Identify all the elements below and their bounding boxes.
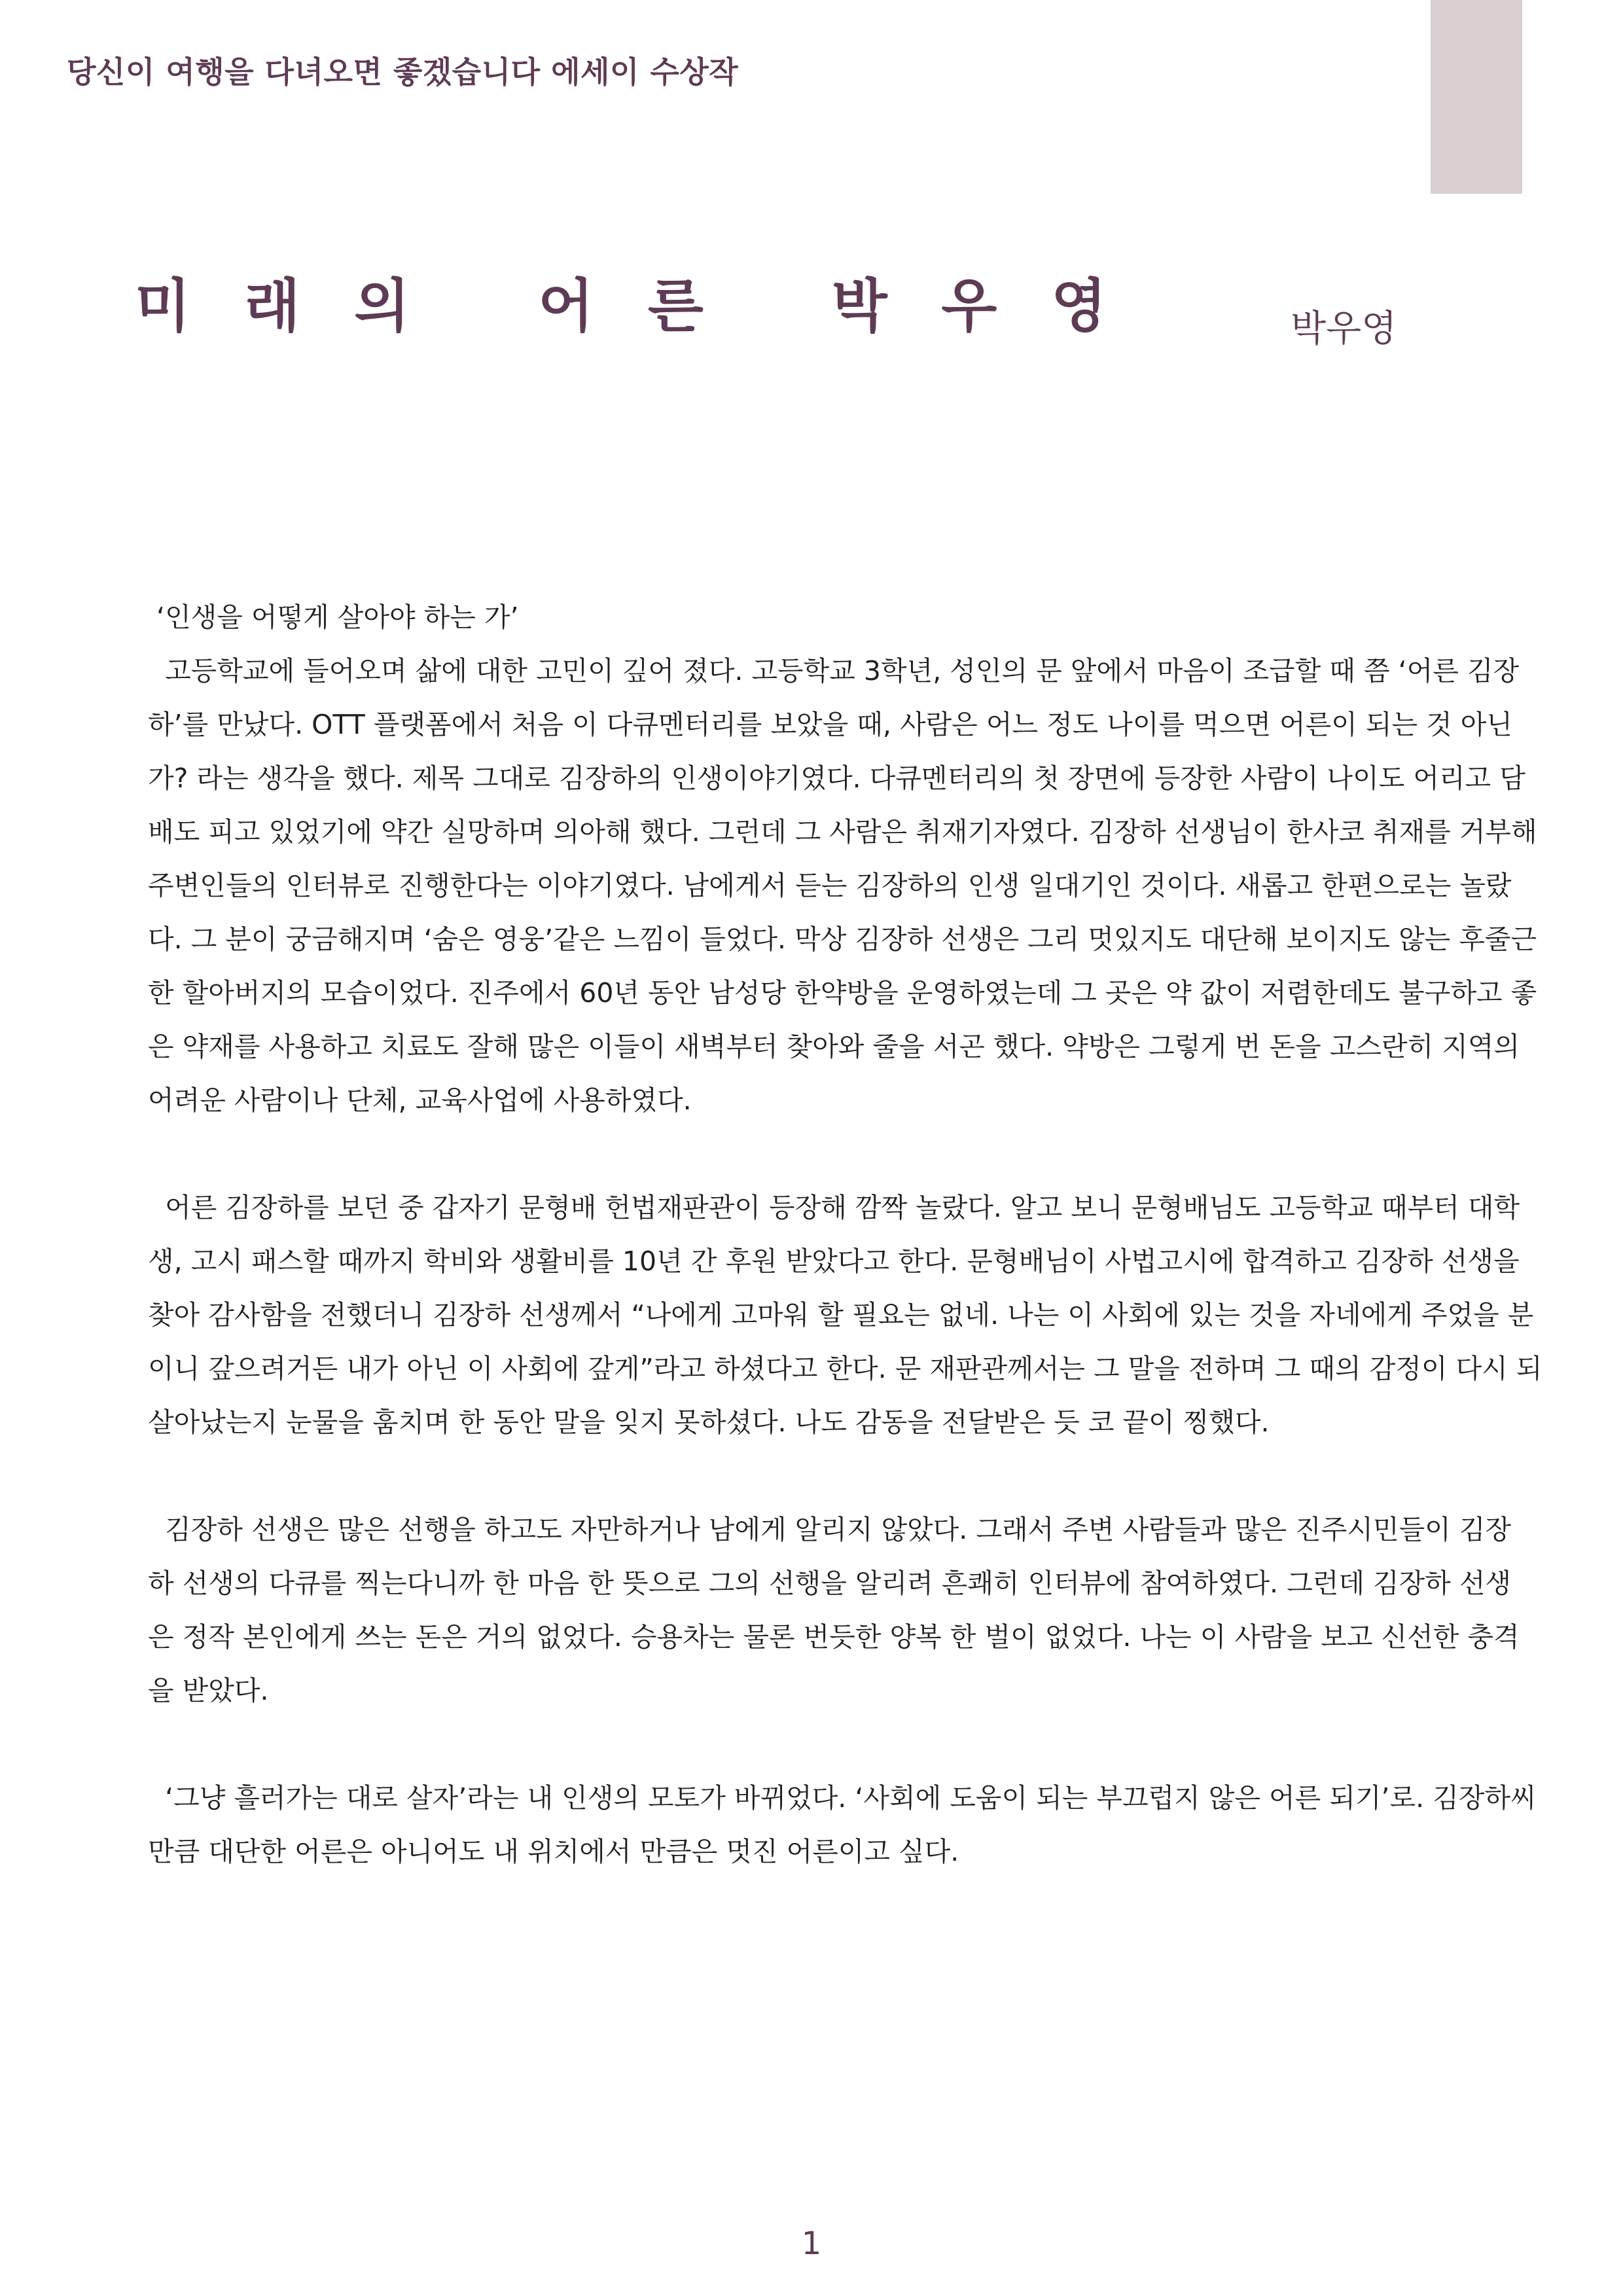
author-name: 박우영	[1291, 308, 1397, 350]
text-line: 어려운 사람이나 단체, 교육사업에 사용하였다.	[148, 1085, 692, 1116]
text-line: 이니 갚으려거든 내가 아닌 이 사회에 갚게”라고 하셨다고 한다. 문 재판관께서는 그 말을 전하며 그 때의 감정이 다시 되	[148, 1353, 1543, 1384]
text-line: 생, 고시 패스할 때까지 학비와 생활비를 10년 간 후원 받았다고 한다. 문형배님이 사법고시에 합격하고 김장하 선생을	[148, 1246, 1520, 1277]
paragraph-4	[148, 1771, 1537, 1878]
text-line: 배도 피고 있었기에 약간 실망하며 의아해 했다. 그런데 그 사람은 취재기자였다. 김장하 선생님이 한사코 취재를 거부해	[148, 816, 1537, 848]
paragraph-3	[148, 1503, 1520, 1717]
text-line: 다. 그 분이 궁금해지며 ‘숨은 영웅’같은 느낌이 들었다. 막상 김장하 선생은 그리 멋있지도 대단해 보이지도 않는 후줄근	[148, 924, 1537, 955]
corner-tab-decoration	[1431, 0, 1522, 194]
text-line: 하’를 만났다. OTT 플랫폼에서 처음 이 다큐멘터리를 보았을 때, 사람은 어느 정도 나이를 먹으면 어른이 되는 것 아닌	[148, 709, 1512, 740]
essay-title: 미 래 의 어 른 박 우 영	[135, 272, 1124, 340]
paragraph-gap	[148, 1127, 1496, 1181]
page-number: 1	[801, 2225, 822, 2262]
text-line: ‘그냥 흘러가는 대로 살자’라는 내 인생의 모토가 바뀌었다. ‘사회에 도움이 되는 부끄럽지 않은 어른 되기’로. 김장하씨	[148, 1782, 1537, 1814]
text-line: 은 약재를 사용하고 치료도 잘해 많은 이들이 새벽부터 찾아와 줄을 서곤 했다. 약방은 그렇게 번 돈을 고스란히 지역의	[148, 1031, 1520, 1062]
text-line: ‘인생을 어떻게 살아야 하는 가’	[148, 601, 519, 633]
text-line: 김장하 선생은 많은 선행을 하고도 자만하거나 남에게 알리지 않았다. 그래서 주변 사람들과 많은 진주시민들이 김장	[148, 1514, 1512, 1545]
paragraph-1	[148, 590, 1537, 1127]
text-line: 주변인들의 인터뷰로 진행한다는 이야기였다. 남에게서 듣는 김장하의 인생 일대기인 것이다. 새롭고 한편으로는 놀랐	[148, 870, 1512, 901]
essay-body	[148, 590, 1543, 1878]
text-line: 을 받았다.	[148, 1675, 269, 1706]
text-line: 고등학교에 들어오며 삶에 대한 고민이 깊어 졌다. 고등학교 3학년, 성인의 문 앞에서 마음이 조급할 때 쯤 ‘어른 김장	[148, 655, 1520, 687]
text-line: 찾아 감사함을 전했더니 김장하 선생께서 “나에게 고마워 할 필요는 없네. 나는 이 사회에 있는 것을 자네에게 주었을 분	[148, 1299, 1534, 1331]
text-line: 가? 라는 생각을 했다. 제목 그대로 김장하의 인생이야기였다. 다큐멘터리의 첫 장면에 등장한 사람이 나이도 어리고 담	[148, 762, 1525, 794]
series-header: 당신이 여행을 다녀오면 좋겠습니다 에세이 수상작	[67, 54, 739, 90]
paragraph-gap	[148, 1449, 1496, 1503]
paragraph-2	[148, 1181, 1543, 1449]
text-line: 한 할아버지의 모습이었다. 진주에서 60년 동안 남성당 한약방을 운영하였는데 그 곳은 약 값이 저렴한데도 불구하고 좋	[148, 977, 1537, 1009]
text-line: 어른 김장하를 보던 중 갑자기 문형배 헌법재판관이 등장해 깜짝 놀랐다. 알고 보니 문형배님도 고등학교 때부터 대학	[148, 1192, 1520, 1223]
text-line: 하 선생의 다큐를 찍는다니까 한 마음 한 뜻으로 그의 선행을 알리려 흔쾌히 인터뷰에 참여하였다. 그런데 김장하 선생	[148, 1568, 1512, 1599]
text-line: 은 정작 본인에게 쓰는 돈은 거의 없었다. 승용차는 물론 번듯한 양복 한 벌이 없었다. 나는 이 사람을 보고 신선한 충격	[148, 1621, 1520, 1653]
text-line: 만큼 대단한 어른은 아니어도 내 위치에서 만큼은 멋진 어른이고 싶다.	[148, 1836, 959, 1867]
text-line: 살아났는지 눈물을 훔치며 한 동안 말을 잊지 못하셨다. 나도 감동을 전달받은 듯 코 끝이 찡했다.	[148, 1407, 1270, 1438]
paragraph-gap	[148, 1717, 1496, 1771]
